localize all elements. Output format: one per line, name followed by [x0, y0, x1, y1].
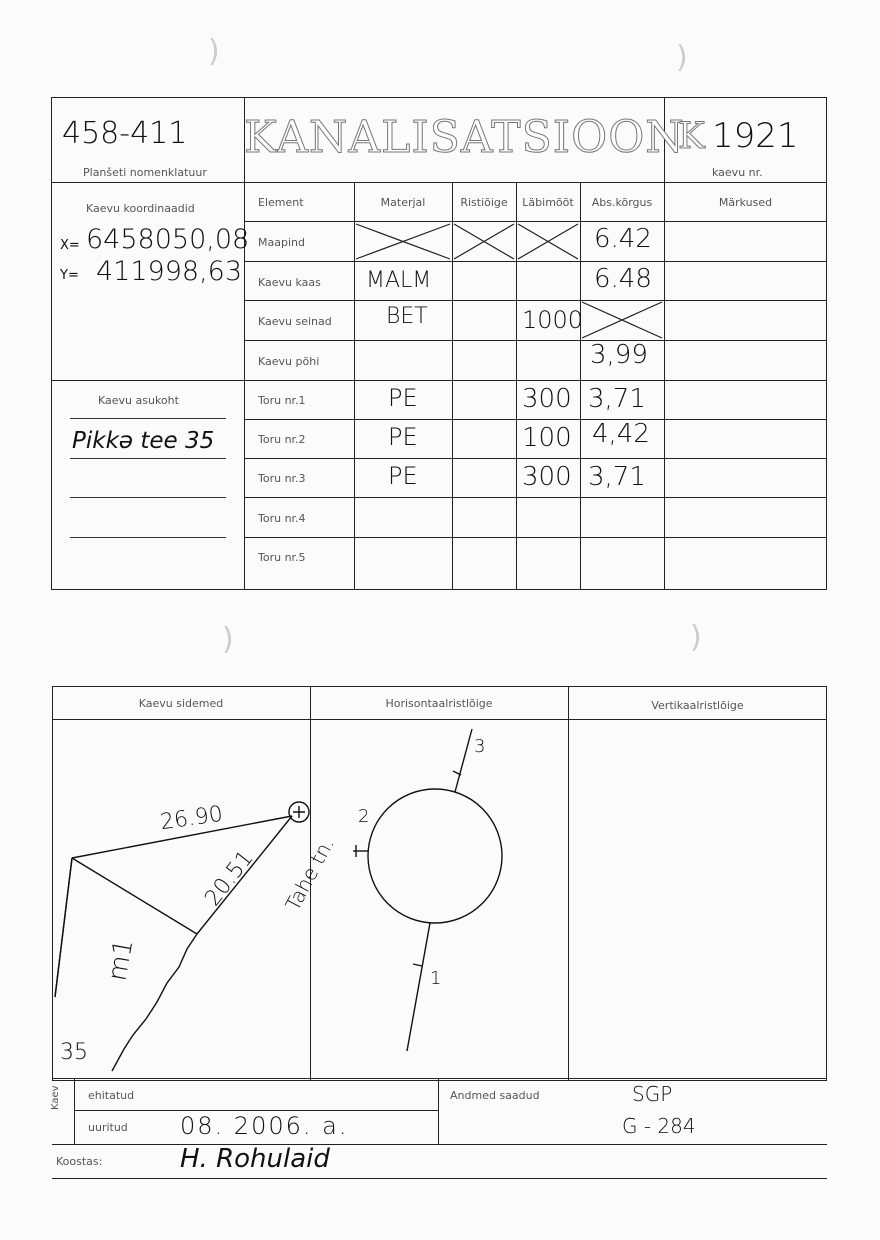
- well-prefix: K: [678, 116, 705, 157]
- compiled-by-signature: H. Rohulaid: [180, 1144, 330, 1174]
- street-label: Tahe tn.: [280, 833, 339, 915]
- sheet-label: Planšeti nomenklatuur: [83, 166, 207, 179]
- punch-hole-mark: ): [222, 622, 234, 657]
- pipe-number-3: 3: [474, 736, 486, 757]
- footer-line: [52, 1144, 827, 1145]
- sheet-number: 458-411: [62, 116, 188, 151]
- row-label: Toru nr.4: [258, 512, 306, 525]
- location-label: Kaevu asukoht: [98, 394, 179, 407]
- material-value: BET: [386, 304, 428, 329]
- material-value: MALM: [366, 268, 432, 293]
- coordinates-label: Kaevu koordinaadid: [86, 202, 195, 215]
- abs-height-value: 3,71: [588, 462, 646, 492]
- abs-height-value: 3,99: [590, 340, 648, 370]
- footer-line: [52, 1178, 827, 1179]
- row-label: Maapind: [258, 236, 305, 249]
- page-title: KANALISATSIOON: [244, 112, 685, 163]
- horizontal-section-title: Horisontaalristlõige: [385, 697, 493, 710]
- footer-line: [74, 1110, 438, 1111]
- column-header-material: Materjal: [380, 196, 426, 209]
- abs-height-value: 6.42: [594, 224, 652, 254]
- column-header-diameter: Läbimõõt: [522, 196, 574, 209]
- abs-height-value: 4,42: [592, 419, 650, 449]
- diameter-value: 1000: [522, 306, 584, 334]
- row-label: Kaevu seinad: [258, 315, 332, 328]
- abs-height-value: 6.48: [594, 264, 652, 294]
- footer-line: [52, 1078, 827, 1079]
- data-source-value: G - 284: [622, 1114, 696, 1138]
- row-label: Kaevu kaas: [258, 276, 321, 289]
- punch-hole-mark: ): [690, 620, 702, 655]
- abs-height-value: 3,71: [588, 384, 646, 414]
- built-label: ehitatud: [88, 1089, 135, 1102]
- house-number: 35: [60, 1040, 88, 1065]
- data-source-value: SGP: [632, 1082, 673, 1106]
- grid-line: [568, 686, 569, 1081]
- row-label: Toru nr.3: [258, 472, 306, 485]
- building-label: m1: [102, 936, 140, 984]
- horizontal-section-sketch: [310, 719, 568, 1081]
- punch-hole-mark: ): [676, 40, 688, 75]
- footer-line: [74, 1078, 75, 1144]
- column-header-cross-section: Ristiõige: [460, 196, 508, 209]
- row-label: Toru nr.2: [258, 433, 306, 446]
- row-label: Toru nr.1: [258, 394, 306, 407]
- compiled-by-label: Koostas:: [56, 1155, 103, 1168]
- material-value: PE: [388, 423, 418, 451]
- diameter-value: 100: [522, 423, 572, 453]
- diameter-value: 300: [522, 462, 572, 492]
- footer-line: [438, 1078, 439, 1144]
- row-label: Toru nr.5: [258, 551, 306, 564]
- x-coordinate: 6458050,08: [86, 224, 250, 255]
- well-number: 1921: [712, 116, 799, 156]
- crossed-cells: [0, 0, 880, 600]
- tie-distance: 20.51: [200, 845, 259, 912]
- tie-distance: 26.90: [158, 801, 225, 836]
- ties-sketch: [52, 719, 310, 1081]
- y-coordinate: 411998,63: [96, 256, 243, 287]
- vertical-section-title: Vertikaalristlõige: [651, 699, 744, 712]
- punch-hole-mark: ): [208, 34, 220, 69]
- x-prefix: X=: [60, 238, 80, 253]
- surveyed-date: 08. 2006. a.: [180, 1112, 349, 1140]
- material-value: PE: [388, 462, 418, 490]
- row-label: Kaevu põhi: [258, 355, 320, 368]
- well-label: kaevu nr.: [712, 166, 763, 179]
- column-header-notes: Märkused: [718, 196, 773, 209]
- column-header-element: Element: [258, 196, 304, 209]
- well-side-label: Kaev: [50, 1085, 61, 1110]
- location-value: Pikkə tee 35: [72, 428, 215, 454]
- data-source-label: Andmed saadud: [450, 1089, 540, 1102]
- ties-title: Kaevu sidemed: [138, 697, 224, 710]
- y-prefix: Y=: [60, 268, 79, 283]
- pipe-number-1: 1: [430, 968, 442, 989]
- surveyed-label: uuritud: [88, 1121, 128, 1134]
- material-value: PE: [388, 384, 418, 412]
- diameter-value: 300: [522, 384, 572, 414]
- column-header-abs-height: Abs.kõrgus: [591, 196, 653, 209]
- pipe-number-2: 2: [358, 806, 370, 827]
